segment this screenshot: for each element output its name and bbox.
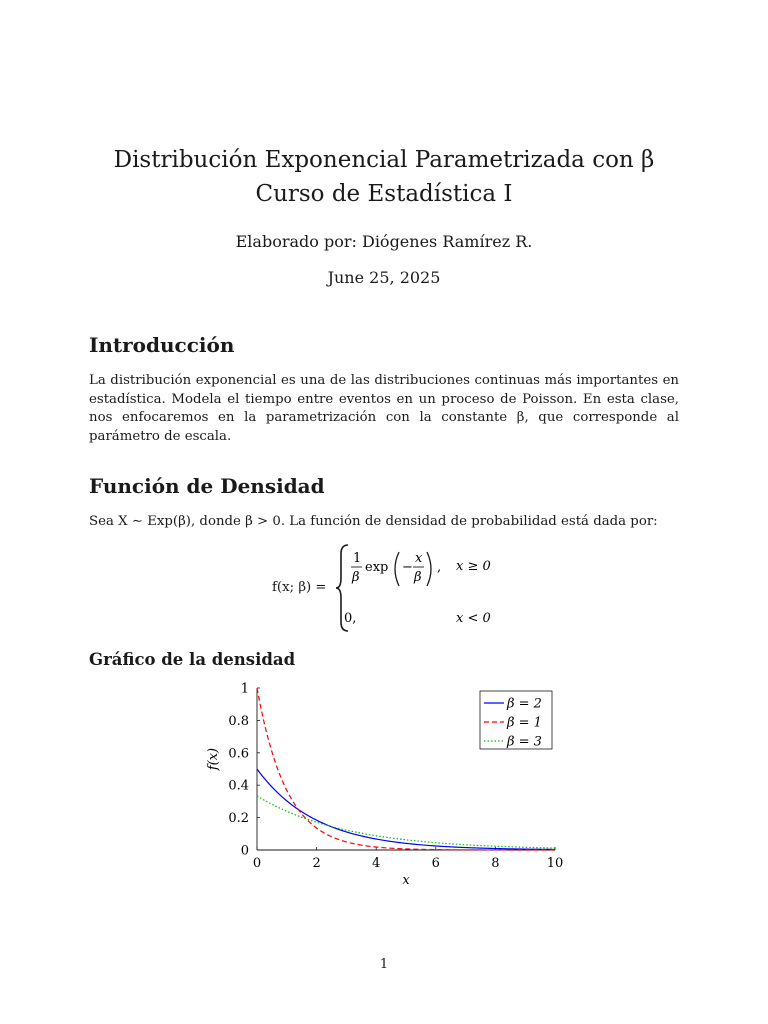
x-axis-label: x	[402, 873, 410, 888]
fraction-numerator-one: 1	[353, 551, 362, 566]
y-tick-label: 0.2	[228, 811, 249, 827]
page-number: 1	[379, 957, 389, 972]
author-line: Elaborado por: Diógenes Ramírez R.	[235, 232, 533, 251]
x-tick-label: 2	[312, 856, 321, 871]
density-sentence: Sea X ∼ Exp(β), donde β > 0. La función de densidad de probabilidad está dada por:	[89, 514, 658, 529]
piecewise-equation	[336, 542, 516, 634]
title-line-2: Curso de Estadística I	[255, 181, 513, 207]
x-tick-label: 6	[431, 856, 440, 871]
x-tick-label: 0	[252, 856, 262, 871]
open-paren	[395, 552, 399, 586]
date-line: June 25, 2025	[327, 268, 441, 287]
subsection-heading-graph: Gráfico de la densidad	[89, 650, 296, 669]
legend-entry-label: β = 2	[507, 696, 542, 712]
y-tick-label: 0.8	[228, 713, 249, 729]
y-tick-label: 1	[240, 681, 249, 697]
legend-entry-label: β = 1	[507, 715, 542, 731]
case1-condition: x ≥ 0	[456, 559, 491, 574]
density-chart	[190, 676, 590, 896]
y-tick-label: 0.6	[228, 746, 249, 762]
density-curve-beta-3	[257, 796, 555, 848]
y-tick-label: 0	[240, 843, 249, 859]
fraction-denominator-beta: β	[352, 570, 360, 585]
section-heading-introduction: Introducción	[89, 333, 235, 357]
minus-sign: −	[402, 560, 413, 575]
x-tick-label: 10	[546, 856, 564, 871]
x-tick-label: 8	[491, 856, 500, 871]
density-curve-beta-2	[257, 769, 555, 849]
close-paren	[427, 552, 431, 586]
section-heading-density: Función de Densidad	[89, 474, 325, 498]
intro-paragraph: La distribución exponencial es una de las distribuciones continuas más importantes en estadística. Modela el tiempo entre eventos en un proceso de Poisson. En esta clase, nos enfocaremos en la parametrización con la constante β, que corresponde al parámetro de escala.	[89, 373, 679, 444]
inner-denominator-beta: β	[414, 570, 422, 585]
case2-condition: x < 0	[456, 611, 491, 626]
comma: ,	[437, 560, 442, 575]
case2-expression: 0,	[344, 611, 357, 626]
x-tick-label: 4	[372, 856, 381, 871]
inner-numerator-x: x	[415, 551, 423, 566]
legend-entry-label: β = 3	[507, 734, 542, 750]
y-tick-label: 0.4	[228, 778, 249, 794]
exp-text: exp	[365, 560, 389, 575]
chart-legend	[480, 691, 552, 750]
y-axis-label: f(x)	[206, 747, 221, 771]
equation-lhs: f(x; β) =	[272, 580, 327, 595]
title-line-1: Distribución Exponencial Parametrizada con β	[113, 147, 655, 173]
